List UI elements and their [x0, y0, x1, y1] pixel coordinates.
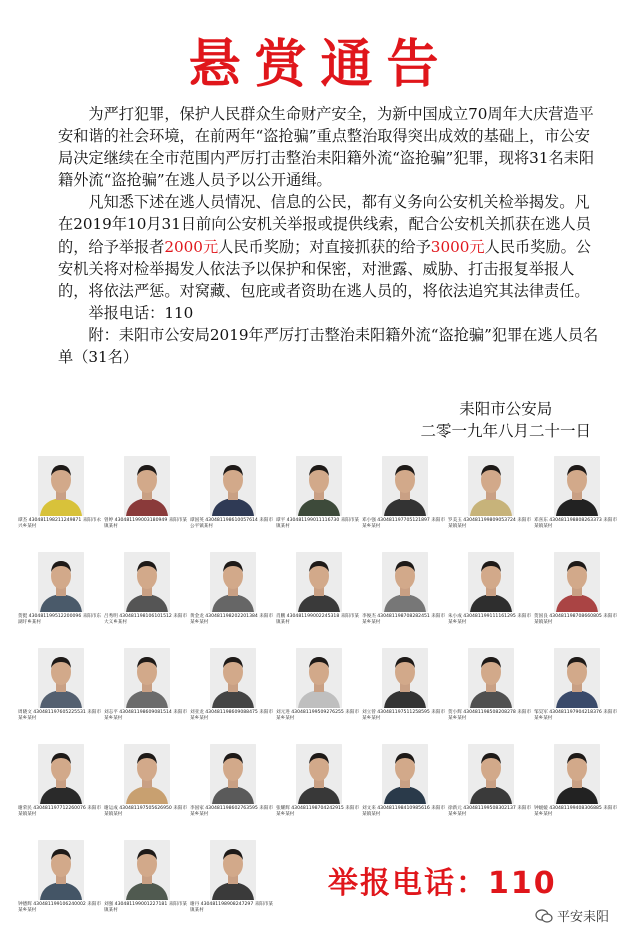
person-photo: [124, 840, 170, 900]
person-photo: [554, 456, 600, 516]
person-caption: 周晓文 430481197605225531 耒阳市某乡某村: [18, 710, 102, 721]
wanted-person: [362, 552, 448, 636]
big-hotline: 举报电话：110: [328, 866, 557, 901]
wanted-person: [448, 552, 534, 636]
person-photo: [38, 840, 84, 900]
wanted-person: [18, 840, 104, 924]
person-caption: 李国家 430481198602763595 耒阳市某乡某村: [190, 806, 274, 817]
wanted-person: [18, 456, 104, 540]
person-photo: [296, 456, 342, 516]
person-caption: 贺小辉 430481198508208278 耒阳市某乡某村: [448, 710, 532, 721]
wanted-person: [362, 648, 448, 732]
notice-body: [58, 103, 600, 368]
person-photo: [124, 552, 170, 612]
person-caption: 钟德辉 430481199106240002 耒阳市某乡某村: [18, 902, 102, 913]
appendix-line: 附：耒阳市公安局2019年严厉打击整治耒阳籍外流“盗抢骗”犯罪在逃人员名单（31名）: [58, 325, 599, 367]
wanted-person: [104, 744, 190, 828]
reward-2000: 2000元: [164, 237, 219, 256]
person-caption: 罗美玉 430481199809053724 耒阳市某镇某村: [448, 518, 532, 529]
wanted-person: [190, 840, 276, 924]
person-photo: [296, 648, 342, 708]
person-caption: 谭国英 430481198610057614 耒阳市公平镇某村: [190, 518, 274, 529]
person-photo: [38, 648, 84, 708]
person-photo: [554, 648, 600, 708]
person-photo: [38, 456, 84, 516]
wanted-person: [534, 552, 620, 636]
person-photo: [210, 840, 256, 900]
person-photo: [296, 552, 342, 612]
person-photo: [210, 648, 256, 708]
wanted-person: [104, 840, 190, 924]
person-photo: [38, 552, 84, 612]
wanted-person: [104, 552, 190, 636]
person-caption: 邓小强 430481197705121897 耒阳市某乡某村: [362, 518, 446, 529]
person-photo: [210, 456, 256, 516]
person-photo: [382, 552, 428, 612]
person-caption: 刘志平 430481198609081514 耒阳市某乡某村: [104, 710, 188, 721]
wanted-person: [18, 648, 104, 732]
person-photo: [554, 552, 600, 612]
person-photo: [382, 648, 428, 708]
wanted-person: [190, 456, 276, 540]
wanted-person: [190, 552, 276, 636]
person-caption: 朱小成 430481199111161295 耒阳市某乡某村: [448, 614, 532, 625]
person-caption: 谢荣民 430481197712260076 耒阳市某镇某村: [18, 806, 102, 817]
person-photo: [124, 456, 170, 516]
person-caption: 张耀辉 430481198704242915 耒阳市某乡某村: [276, 806, 360, 817]
person-caption: 谭平 430481199011116730 耒阳市某镇某村: [276, 518, 360, 529]
notice-title: 悬赏通告: [188, 35, 453, 95]
person-caption: 贺挺 430481199512200096 耒阳市东湖圩乡某村: [18, 614, 102, 625]
person-caption: 肖鹏 430481199002245318 耒阳市某镇某村: [276, 614, 360, 625]
wanted-person: [362, 744, 448, 828]
person-caption: 黄金龙 430481198202201384 耒阳市某乡某村: [190, 614, 274, 625]
paragraph-reward: 凡知悉下述在逃人员情况、信息的公民，都有义务向公安机关检举揭发。凡在2019年10月31日前向公安机关举报或提供线索，配合公安机关抓获在逃人员的，给予举报者2000元人民币奖励；对直接抓获的给予3000元人民币奖励。公安机关将对检举揭发人依法予以保护和保密，对泄露、威胁、打击报复举报人的，将依法严惩。对窝藏、包庇或者资助在逃人员的，将依法追究其法律责任。: [58, 193, 591, 300]
watermark: [535, 906, 609, 925]
wanted-person: [534, 456, 620, 540]
signature-org: 耒阳市公安局: [459, 400, 553, 418]
signature-block: [420, 398, 591, 442]
person-caption: 徐新元 430481199508302137 耒阳市某乡某村: [448, 806, 532, 817]
person-photo: [124, 648, 170, 708]
person-caption: 曾婷 430481199003180949 耒阳市某镇某村: [104, 518, 188, 529]
person-caption: 李俊杰 430481198708282451 耒阳市某乡某村: [362, 614, 446, 625]
person-caption: 邓喜东 430481198808263373 耒阳市某镇某村: [534, 518, 618, 529]
wechat-icon: [535, 909, 553, 923]
wanted-person: [276, 552, 362, 636]
person-caption: 贺国良 430481198708660805 耒阳市某镇某村: [534, 614, 618, 625]
person-caption: 钟媛媛 430481199408306885 耒阳市某乡某村: [534, 806, 618, 817]
wanted-person: [534, 648, 620, 732]
wanted-person: [276, 648, 362, 732]
wanted-person: [448, 456, 534, 540]
wanted-person: [276, 744, 362, 828]
paragraph-intro: 为严打犯罪，保护人民群众生命财产安全，为新中国成立70周年大庆营造平安和谐的社会环境，在前两年“盗抢骗”重点整治取得突出成效的基础上，市公安局决定继续在全市范围内严厉打击整治耒阳籍外流“盗抢骗”犯罪，现将31名耒阳籍外流“盗抢骗”在逃人员予以公开通缉。: [58, 105, 595, 190]
person-photo: [468, 552, 514, 612]
wanted-person: [448, 648, 534, 732]
wanted-person: [18, 552, 104, 636]
person-caption: 谢丹 430481198908247297 耒阳市某镇某村: [190, 902, 274, 913]
hotline-line: 举报电话：110: [88, 303, 194, 322]
wanted-person: [534, 744, 620, 828]
wanted-person: [276, 456, 362, 540]
person-caption: 吕秀明 430481198106101512 耒阳市大义乡某村: [104, 614, 188, 625]
person-caption: 刘元进 430481199509276255 耒阳市某乡某村: [276, 710, 360, 721]
person-photo: [468, 744, 514, 804]
signature-date: 二零一九年八月二十一日: [420, 422, 591, 440]
person-photo: [210, 744, 256, 804]
person-photo: [296, 744, 342, 804]
person-photo: [468, 648, 514, 708]
wanted-person: [448, 744, 534, 828]
person-caption: 刘文来 430481198410985616 耒阳市某镇某村: [362, 806, 446, 817]
person-photo: [38, 744, 84, 804]
person-caption: 谭杰 430481198211249871 耒阳市永兴乡某村: [18, 518, 102, 529]
reward-3000: 3000元: [430, 237, 485, 256]
wanted-person: [104, 648, 190, 732]
person-photo: [382, 744, 428, 804]
person-photo: [468, 456, 514, 516]
person-caption: 刘强 430481199001227181 耒阳市某镇某村: [104, 902, 188, 913]
wanted-person: [104, 456, 190, 540]
watermark-text: 平安耒阳: [557, 910, 610, 925]
person-caption: 邹昊军 430481197904218376 耒阳市某乡某村: [534, 710, 618, 721]
person-caption: 刘亚龙 430481198609088475 耒阳市某乡某村: [190, 710, 274, 721]
person-photo: [554, 744, 600, 804]
wanted-person: [190, 744, 276, 828]
person-photo: [382, 456, 428, 516]
person-caption: 刘立曾 430481197511258595 耒阳市某乡某村: [362, 710, 446, 721]
person-photo: [210, 552, 256, 612]
person-photo: [124, 744, 170, 804]
wanted-person: [362, 456, 448, 540]
person-caption: 谢运成 430481197505626950 耒阳市某镇某村: [104, 806, 188, 817]
wanted-person: [190, 648, 276, 732]
wanted-person: [18, 744, 104, 828]
